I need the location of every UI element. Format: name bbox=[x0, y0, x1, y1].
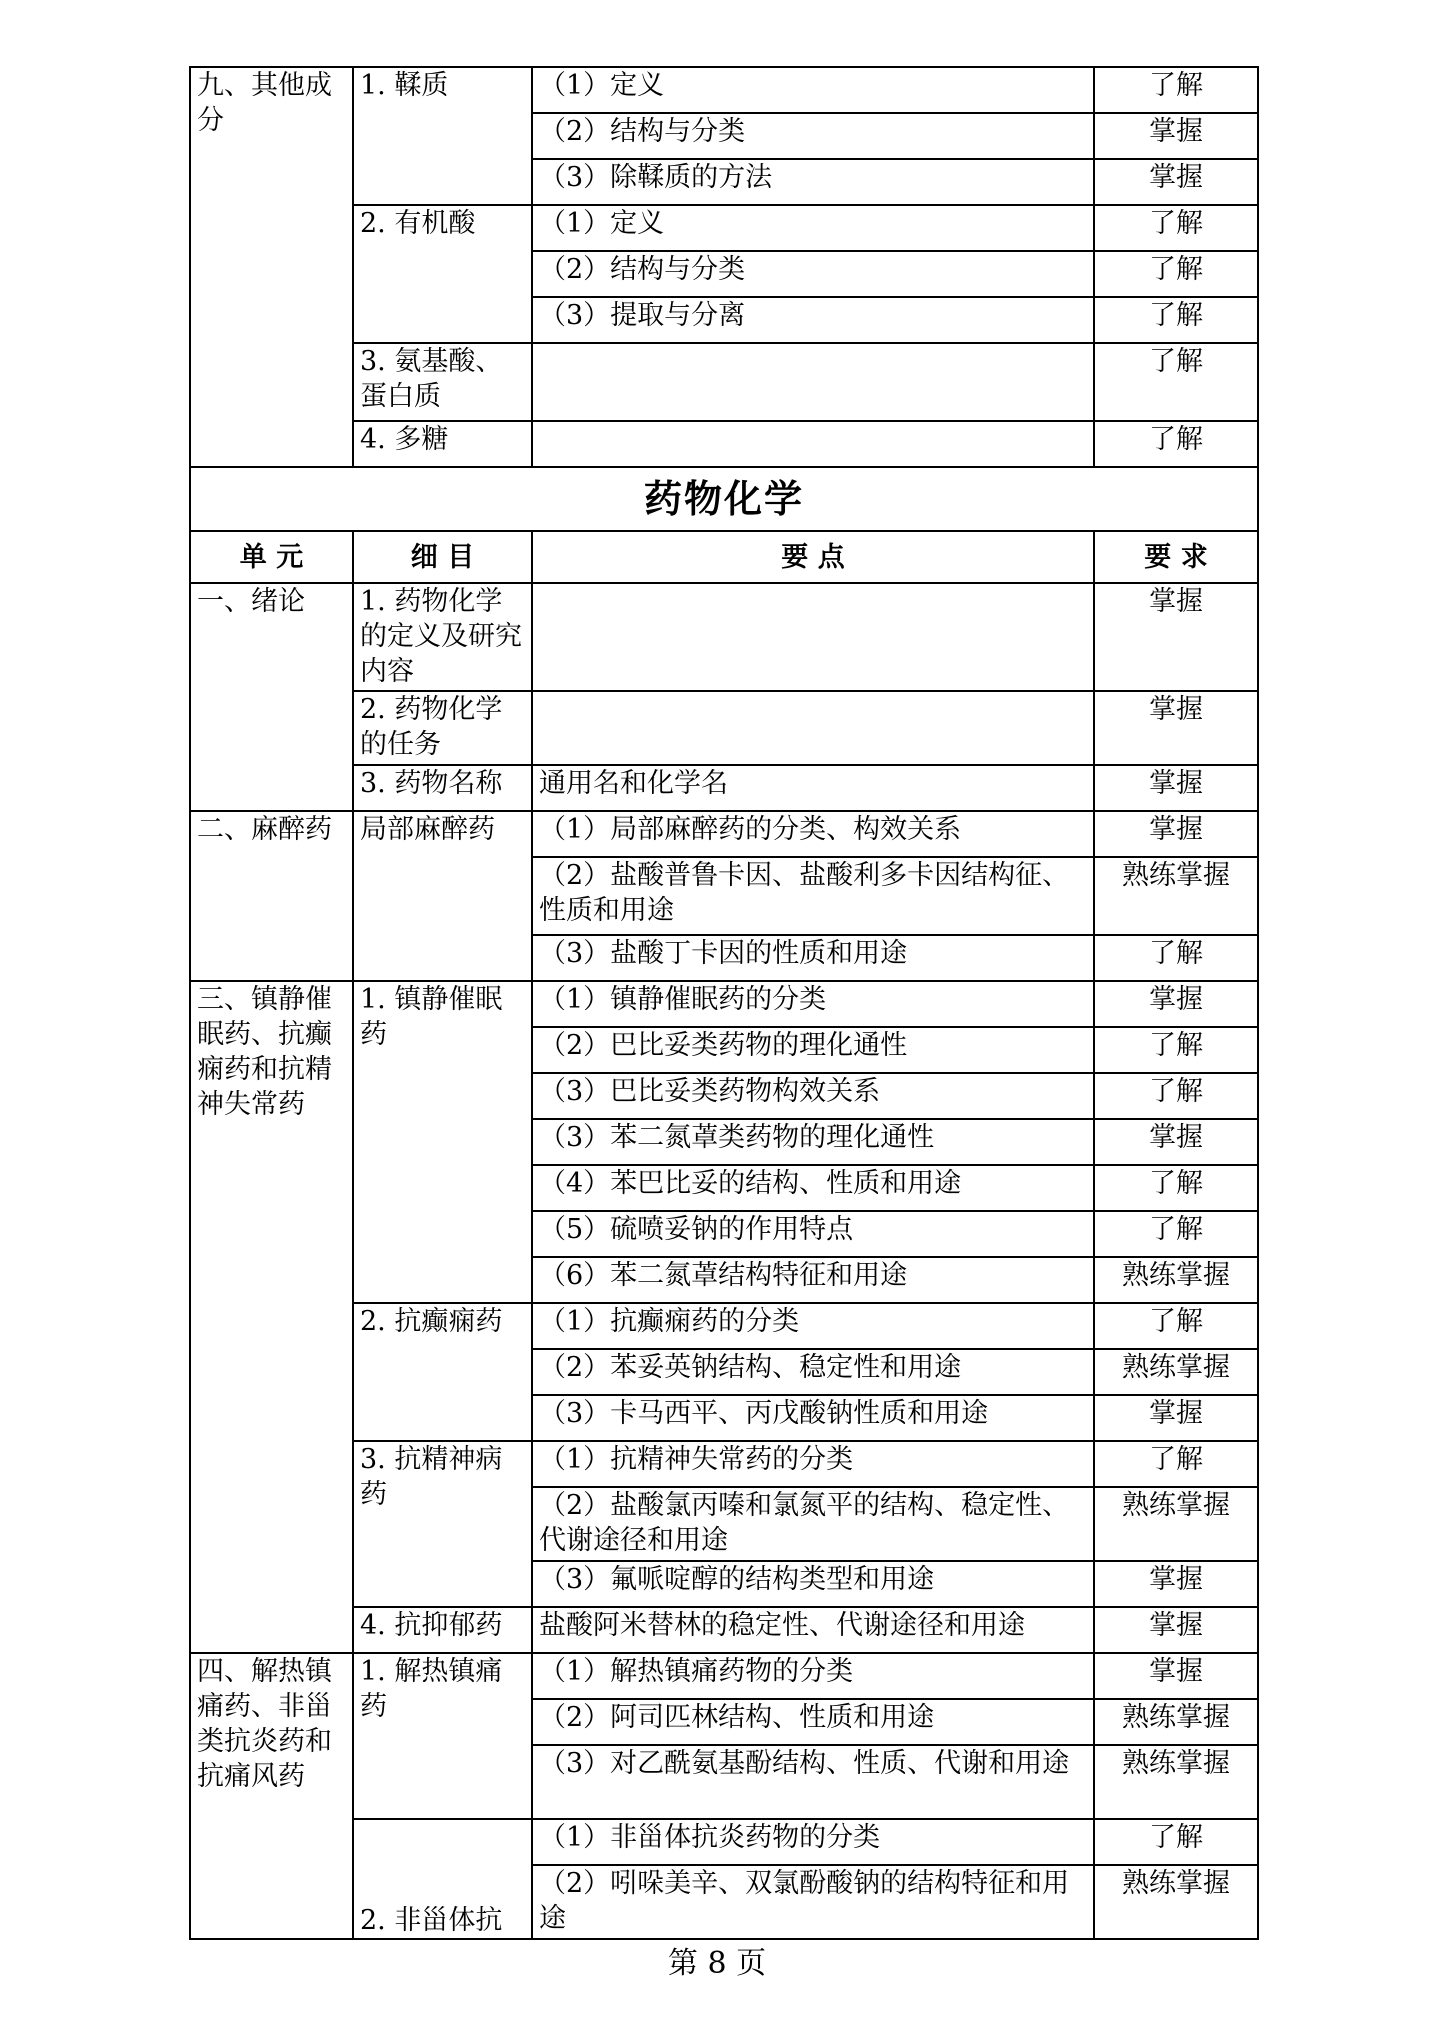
table-header-row bbox=[190, 531, 1258, 583]
table-row bbox=[190, 583, 1258, 691]
requirement-cell: 掌握 bbox=[1094, 1119, 1258, 1165]
requirement-cell: 了解 bbox=[1094, 1441, 1258, 1487]
subitem-cell: 1. 解热镇痛药 bbox=[353, 1653, 532, 1819]
requirement-cell: 了解 bbox=[1094, 421, 1258, 467]
subitem-cell: 1. 鞣质 bbox=[353, 67, 532, 205]
point-cell bbox=[532, 421, 1094, 467]
requirement-cell: 掌握 bbox=[1094, 691, 1258, 765]
point-cell: （1）定义 bbox=[532, 67, 1094, 113]
point-cell: （3）苯二氮䓬类药物的理化通性 bbox=[532, 1119, 1094, 1165]
requirement-cell: 熟练掌握 bbox=[1094, 1865, 1258, 1939]
requirement-cell: 了解 bbox=[1094, 205, 1258, 251]
point-cell bbox=[532, 343, 1094, 421]
subitem-cell: 4. 抗抑郁药 bbox=[353, 1607, 532, 1653]
unit-cell: 九、其他成分 bbox=[190, 67, 353, 467]
requirement-cell: 熟练掌握 bbox=[1094, 1745, 1258, 1819]
point-cell: （2）苯妥英钠结构、稳定性和用途 bbox=[532, 1349, 1094, 1395]
point-cell: （2）结构与分类 bbox=[532, 113, 1094, 159]
requirement-cell: 了解 bbox=[1094, 343, 1258, 421]
point-cell: （1）抗癫痫药的分类 bbox=[532, 1303, 1094, 1349]
point-cell: （1）抗精神失常药的分类 bbox=[532, 1441, 1094, 1487]
requirement-cell: 了解 bbox=[1094, 251, 1258, 297]
requirement-cell: 了解 bbox=[1094, 1211, 1258, 1257]
table-row bbox=[190, 1653, 1258, 1699]
point-cell: （3）提取与分离 bbox=[532, 297, 1094, 343]
section-title-row bbox=[190, 467, 1258, 531]
table-row bbox=[190, 811, 1258, 857]
point-cell: （2）阿司匹林结构、性质和用途 bbox=[532, 1699, 1094, 1745]
section-title: 药物化学 bbox=[190, 467, 1258, 531]
point-cell: （3）除鞣质的方法 bbox=[532, 159, 1094, 205]
requirement-cell: 熟练掌握 bbox=[1094, 1699, 1258, 1745]
requirement-cell: 掌握 bbox=[1094, 159, 1258, 205]
point-cell: （3）盐酸丁卡因的性质和用途 bbox=[532, 935, 1094, 981]
point-cell: （2）盐酸氯丙嗪和氯氮平的结构、稳定性、代谢途径和用途 bbox=[532, 1487, 1094, 1561]
point-cell: （2）巴比妥类药物的理化通性 bbox=[532, 1027, 1094, 1073]
subitem-cell: 2. 抗癫痫药 bbox=[353, 1303, 532, 1441]
point-cell: （3）氟哌啶醇的结构类型和用途 bbox=[532, 1561, 1094, 1607]
requirement-cell: 了解 bbox=[1094, 1165, 1258, 1211]
requirement-cell: 掌握 bbox=[1094, 583, 1258, 691]
point-cell: 盐酸阿米替林的稳定性、代谢途径和用途 bbox=[532, 1607, 1094, 1653]
syllabus-page bbox=[189, 66, 1257, 1940]
point-cell: （1）解热镇痛药物的分类 bbox=[532, 1653, 1094, 1699]
requirement-cell: 熟练掌握 bbox=[1094, 1257, 1258, 1303]
requirement-cell: 掌握 bbox=[1094, 981, 1258, 1027]
point-cell: （3）对乙酰氨基酚结构、性质、代谢和用途 bbox=[532, 1745, 1094, 1819]
requirement-cell: 掌握 bbox=[1094, 811, 1258, 857]
point-cell: （1）定义 bbox=[532, 205, 1094, 251]
requirement-cell: 了解 bbox=[1094, 1303, 1258, 1349]
requirement-cell: 了解 bbox=[1094, 67, 1258, 113]
header-unit: 单 元 bbox=[190, 531, 353, 583]
point-cell: （5）硫喷妥钠的作用特点 bbox=[532, 1211, 1094, 1257]
point-cell bbox=[532, 691, 1094, 765]
point-cell: （1）镇静催眠药的分类 bbox=[532, 981, 1094, 1027]
requirement-cell: 了解 bbox=[1094, 297, 1258, 343]
point-cell: （6）苯二氮䓬结构特征和用途 bbox=[532, 1257, 1094, 1303]
point-cell: （3）卡马西平、丙戊酸钠性质和用途 bbox=[532, 1395, 1094, 1441]
requirement-cell: 熟练掌握 bbox=[1094, 1349, 1258, 1395]
point-cell: （2）盐酸普鲁卡因、盐酸利多卡因结构征、性质和用途 bbox=[532, 857, 1094, 935]
subitem-cell: 2. 药物化学的任务 bbox=[353, 691, 532, 765]
subitem-cell: 3. 抗精神病药 bbox=[353, 1441, 532, 1607]
point-cell: （2）结构与分类 bbox=[532, 251, 1094, 297]
page-number: 第 8 页 bbox=[667, 1946, 767, 1981]
point-cell: （2）吲哚美辛、双氯酚酸钠的结构特征和用途 bbox=[532, 1865, 1094, 1939]
syllabus-table bbox=[189, 66, 1259, 1940]
requirement-cell: 掌握 bbox=[1094, 1561, 1258, 1607]
table-row bbox=[190, 67, 1258, 113]
header-point: 要 点 bbox=[532, 531, 1094, 583]
subitem-cell: 3. 药物名称 bbox=[353, 765, 532, 811]
point-cell: 通用名和化学名 bbox=[532, 765, 1094, 811]
unit-cell: 二、麻醉药 bbox=[190, 811, 353, 981]
requirement-cell: 了解 bbox=[1094, 1073, 1258, 1119]
requirement-cell: 熟练掌握 bbox=[1094, 857, 1258, 935]
point-cell: （3）巴比妥类药物构效关系 bbox=[532, 1073, 1094, 1119]
header-subitem: 细 目 bbox=[353, 531, 532, 583]
requirement-cell: 掌握 bbox=[1094, 1653, 1258, 1699]
requirement-cell: 熟练掌握 bbox=[1094, 1487, 1258, 1561]
requirement-cell: 掌握 bbox=[1094, 1395, 1258, 1441]
subitem-cell: 2. 非甾体抗 bbox=[353, 1819, 532, 1939]
subitem-cell: 3. 氨基酸、蛋白质 bbox=[353, 343, 532, 421]
requirement-cell: 掌握 bbox=[1094, 765, 1258, 811]
unit-cell: 一、绪论 bbox=[190, 583, 353, 811]
header-requirement: 要 求 bbox=[1094, 531, 1258, 583]
subitem-cell: 1. 药物化学的定义及研究内容 bbox=[353, 583, 532, 691]
subitem-cell: 2. 有机酸 bbox=[353, 205, 532, 343]
requirement-cell: 了解 bbox=[1094, 935, 1258, 981]
point-cell: （1）非甾体抗炎药物的分类 bbox=[532, 1819, 1094, 1865]
point-cell bbox=[532, 583, 1094, 691]
unit-cell: 三、镇静催眠药、抗癫痫药和抗精神失常药 bbox=[190, 981, 353, 1653]
point-cell: （4）苯巴比妥的结构、性质和用途 bbox=[532, 1165, 1094, 1211]
point-cell: （1）局部麻醉药的分类、构效关系 bbox=[532, 811, 1094, 857]
subitem-cell: 局部麻醉药 bbox=[353, 811, 532, 981]
requirement-cell: 了解 bbox=[1094, 1027, 1258, 1073]
requirement-cell: 了解 bbox=[1094, 1819, 1258, 1865]
subitem-cell: 4. 多糖 bbox=[353, 421, 532, 467]
requirement-cell: 掌握 bbox=[1094, 113, 1258, 159]
subitem-cell: 1. 镇静催眠药 bbox=[353, 981, 532, 1303]
table-row bbox=[190, 981, 1258, 1027]
requirement-cell: 掌握 bbox=[1094, 1607, 1258, 1653]
unit-cell: 四、解热镇痛药、非甾类抗炎药和抗痛风药 bbox=[190, 1653, 353, 1939]
